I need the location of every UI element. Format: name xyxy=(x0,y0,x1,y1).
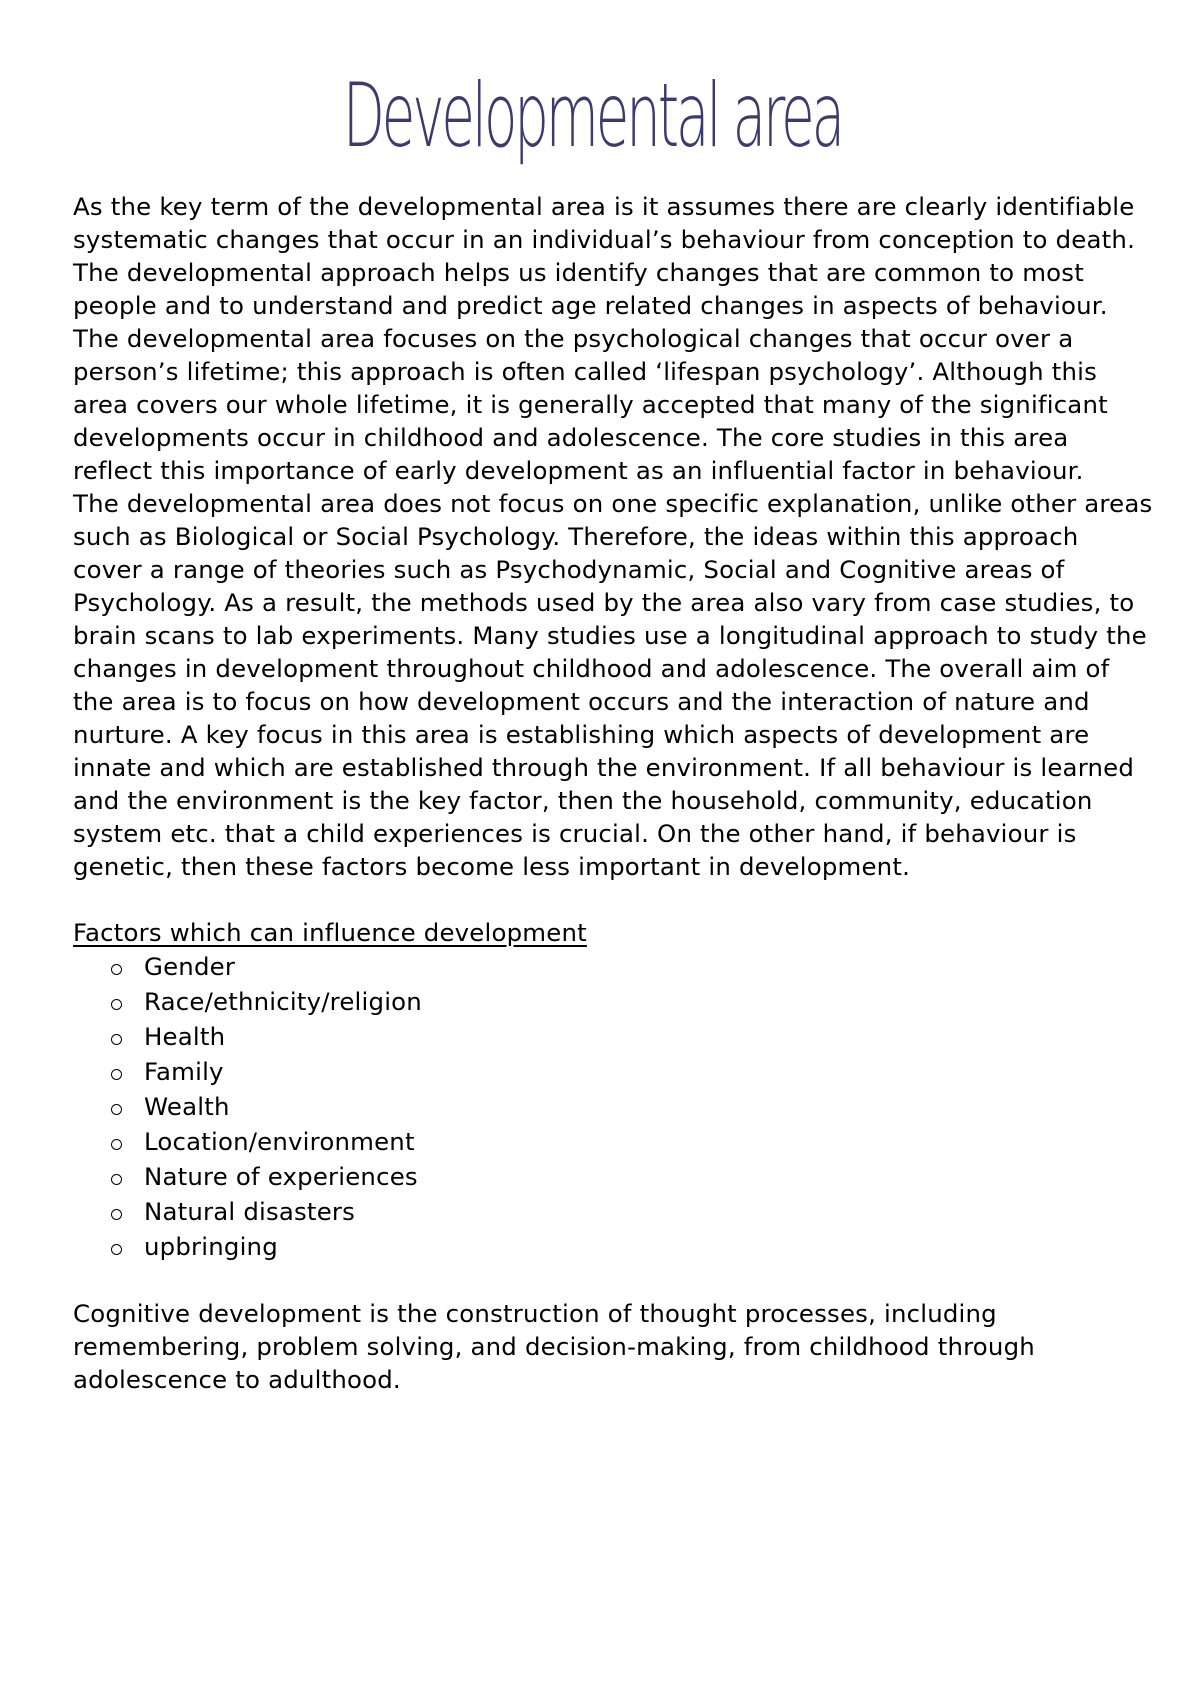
list-item xyxy=(111,1194,1153,1229)
list-item xyxy=(111,984,1153,1019)
circle-bullet-icon xyxy=(111,1244,122,1255)
list-item xyxy=(111,1054,1153,1089)
lifespan-paragraph: The developmental area focuses on the psychological changes that occur over a person’s lifetime; this approach is often called ‘lifespan psychology’. Although this area covers our whole lifetime, it is generally accepted that many of the significant developments occur in childhood and adolescence. The core studies in this area reflect this importance of early development as an influential factor in behaviour. xyxy=(73,324,1108,485)
list-item-label: Natural disasters xyxy=(144,1197,356,1226)
circle-bullet-icon xyxy=(111,1069,122,1080)
circle-bullet-icon xyxy=(111,964,122,975)
list-item xyxy=(111,1159,1153,1194)
list-item xyxy=(111,1019,1153,1054)
list-item-label: upbringing xyxy=(144,1232,278,1261)
list-item-label: Nature of experiences xyxy=(144,1162,418,1191)
approach-paragraph: The developmental approach helps us identify changes that are common to most people and to understand and predict age related changes in aspects of behaviour. xyxy=(73,258,1108,320)
list-item-label: Location/environment xyxy=(144,1127,415,1156)
factors-list xyxy=(73,949,1153,1264)
list-item-label: Gender xyxy=(144,952,236,981)
circle-bullet-icon xyxy=(111,1034,122,1045)
theories-paragraph: The developmental area does not focus on one specific explanation, unlike other areas such as Biological or Social Psychology. Therefore, the ideas within this approach cover a range of theories such as Psychodynamic, Social and Cognitive areas of Psychology. As a result, the methods used by the area also vary from case studies, to brain scans to lab experiments. Many studies use a longitudinal approach to study the changes in development throughout childhood and adolescence. The overall aim of the area is to focus on how development occurs and the interaction of nature and nurture. A key focus in this area is establishing which aspects of development are innate and which are established through the environment. If all behaviour is learned and the environment is the key factor, then the household, community, education system etc. that a child experiences is crucial. On the other hand, if behaviour is genetic, then these factors become less important in development. xyxy=(73,489,1153,881)
list-item xyxy=(111,1229,1153,1264)
circle-bullet-icon xyxy=(111,1174,122,1185)
document-body xyxy=(73,190,1153,1396)
circle-bullet-icon xyxy=(111,999,122,1010)
circle-bullet-icon xyxy=(111,1139,122,1150)
list-item-label: Family xyxy=(144,1057,224,1086)
circle-bullet-icon xyxy=(111,1104,122,1115)
list-item xyxy=(111,949,1153,984)
spacer xyxy=(73,883,1153,916)
cognitive-development-paragraph: Cognitive development is the construction of thought processes, including remembering, problem solving, and decision-making, from childhood through adolescence to adulthood. xyxy=(73,1299,1035,1394)
list-item-label: Wealth xyxy=(144,1092,230,1121)
spacer xyxy=(73,1264,1153,1297)
list-item xyxy=(111,1124,1153,1159)
list-item-label: Health xyxy=(144,1022,226,1051)
list-item-label: Race/ethnicity/religion xyxy=(144,987,422,1016)
circle-bullet-icon xyxy=(111,1209,122,1220)
list-item xyxy=(111,1089,1153,1124)
factors-heading: Factors which can influence development xyxy=(73,918,587,947)
page-title: Developmental area xyxy=(342,64,842,167)
intro-paragraph: As the key term of the developmental area is it assumes there are clearly identifiable systematic changes that occur in an individual’s behaviour from conception to death. xyxy=(73,192,1136,254)
